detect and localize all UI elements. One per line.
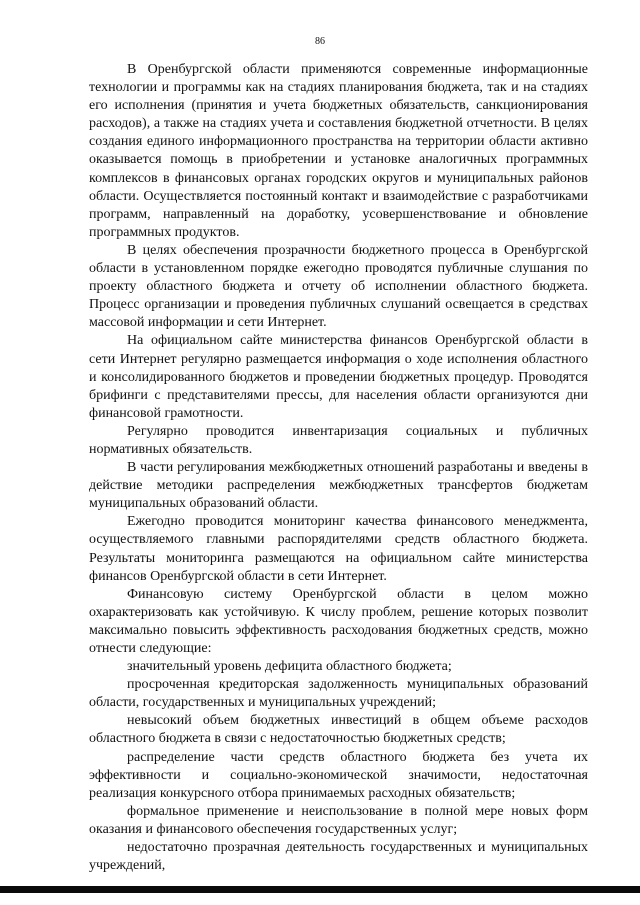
scan-border-bar <box>0 886 640 893</box>
body-text <box>89 61 588 875</box>
paragraph-budget-transparency: В целях обеспечения прозрачности бюджетного процесса в Оренбургской области в установленном порядке ежегодно проводятся публичные слушания по проекту областного бюджета и отчету об исполнении областного бюджета. Процесс организации и проведения публичных слушаний освещается в средствах массовой информации и сети Интернет. <box>89 242 588 331</box>
paragraph-information-technologies: В Оренбургской области применяются современные информационные технологии и программы как на стадиях планирования бюджета, так и на стадиях его исполнения (принятия и учета бюджетных обязательств, санкционирования расходов), а также на стадиях учета и составления бюджетной отчетности. В целях создания единого информационного пространства на территории области активно оказывается помощь в приобретении и установке аналогичных программных комплексов в финансовых органах городских округов и муниципальных районов области. Осуществляется постоянный контакт и взаимодействие с разработчиками программ, направленный на доработку, усовершенствование и обновление программных продуктов. <box>89 62 588 240</box>
page-number: 86 <box>315 36 325 47</box>
paragraph-financial-monitoring: Ежегодно проводится мониторинг качества финансового менеджмента, осуществляемого главными распорядителями средств областного бюджета. Результаты мониторинга размещаются на официальном сайте министерства финансов Оренбургской области в сети Интернет. <box>89 514 588 584</box>
paragraph-interbudget-relations: В части регулирования межбюджетных отношений разработаны и введены в действие методики распределения межбюджетных трансфертов бюджетам муниципальных образований области. <box>89 460 588 512</box>
list-item-low-investments: невысокий объем бюджетных инвестиций в общем объеме расходов областного бюджета в связи с недостаточностью бюджетных средств; <box>89 713 588 747</box>
list-item-formal-application: формальное применение и неиспользование в полной мере новых форм оказания и финансового обеспечения государственных услуг; <box>89 803 588 837</box>
list-item-deficit: значительный уровень дефицита областного бюджета; <box>127 659 452 675</box>
list-item-fund-distribution: распределение части средств областного бюджета без учета их эффективности и социально-экономической значимости, недостаточная реализация конкурсного отбора принимаемых расходных обязательств; <box>89 749 588 801</box>
list-item-opaque-activity: недостаточно прозрачная деятельность государственных и муниципальных учреждений, <box>89 840 588 874</box>
list-item-overdue-payables: просроченная кредиторская задолженность муниципальных образований области, государственных и муниципальных учреждений; <box>89 677 588 711</box>
paragraph-inventory-obligations: Регулярно проводится инвентаризация социальных и публичных нормативных обязательств. <box>89 423 588 457</box>
paragraph-official-website: На официальном сайте министерства финансов Оренбургской области в сети Интернет регулярно размещается информация о ходе исполнения областного и консолидированного бюджетов и проведении бюджетных процедур. Проводятся брифинги с представителями прессы, для населения области организуются дни финансовой грамотности. <box>89 333 588 421</box>
paragraph-financial-system-problems: Финансовую систему Оренбургской области в целом можно охарактеризовать как устойчивую. К числу проблем, решение которых позволит максимально повысить эффективность расходования бюджетных средств, можно отнести следующие: <box>89 586 588 656</box>
